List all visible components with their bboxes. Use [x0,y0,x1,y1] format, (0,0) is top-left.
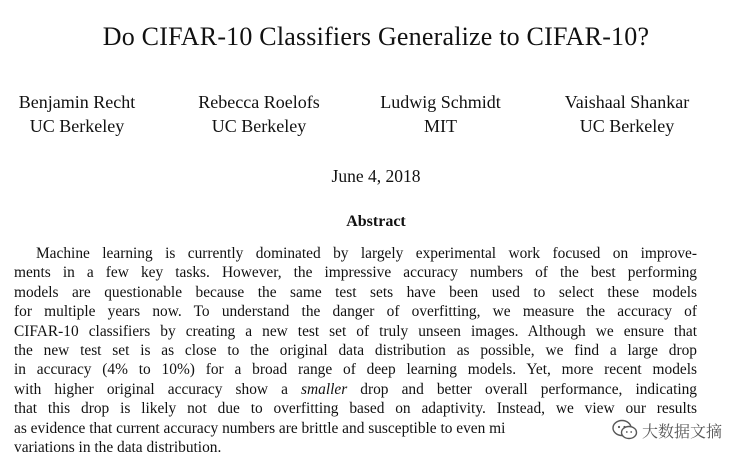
abstract-line: as evidence that current accuracy numbers are brittle and susceptible to even mi [14,419,506,437]
author-block [363,90,518,138]
abstract-line: that this drop is likely not due to overfitting based on adaptivity. Instead, we view our results [14,400,697,418]
emphasized-word: smaller [301,380,348,398]
author-name: Ludwig Schmidt [380,92,501,112]
author-block [2,90,152,138]
abstract-line: ments in a few key tasks. However, the impressive accuracy numbers of the best performing [14,264,697,282]
author-affiliation: UC Berkeley [579,116,675,136]
author-affiliation: UC Berkeley [29,116,125,136]
abstract-line: the new test set is as close to the original data distribution as possible, we find a large drop [14,341,697,359]
author-name: Rebecca Roelofs [198,92,320,112]
publication-date: June 4, 2018 [331,166,421,186]
author-affiliation: UC Berkeley [211,116,307,136]
author-block [548,90,706,138]
watermark [612,416,722,444]
abstract-heading: Abstract [346,213,406,230]
author-block [183,90,335,138]
abstract-line: for multiple years now. To understand the danger of overfitting, we measure the accuracy of [14,303,697,321]
abstract-line: models are questionable because the same test sets have been used to select these models [14,283,697,301]
abstract-line: Machine learning is currently dominated by largely experimental work focused on improve- [36,245,697,262]
paper-title: Do CIFAR-10 Classifiers Generalize to CIFAR-10? [102,22,650,51]
author-name: Vaishaal Shankar [564,92,690,112]
watermark-text: 大数据文摘 [642,421,723,441]
author-name: Benjamin Recht [18,92,136,112]
wechat-icon [612,419,638,441]
abstract-line: with higher original accuracy show a smaller drop and better overall performance, indicating [14,380,698,398]
abstract-line: in accuracy (4% to 10%) for a broad range of deep learning models. Yet, more recent models [14,361,697,379]
abstract-body [14,244,697,457]
abstract-line: CIFAR-10 classifiers by creating a new test set of truly unseen images. Although we ensure that [14,322,697,340]
author-affiliation: MIT [424,116,457,136]
abstract-line: variations in the data distribution. [14,438,222,456]
author-list [0,90,752,140]
